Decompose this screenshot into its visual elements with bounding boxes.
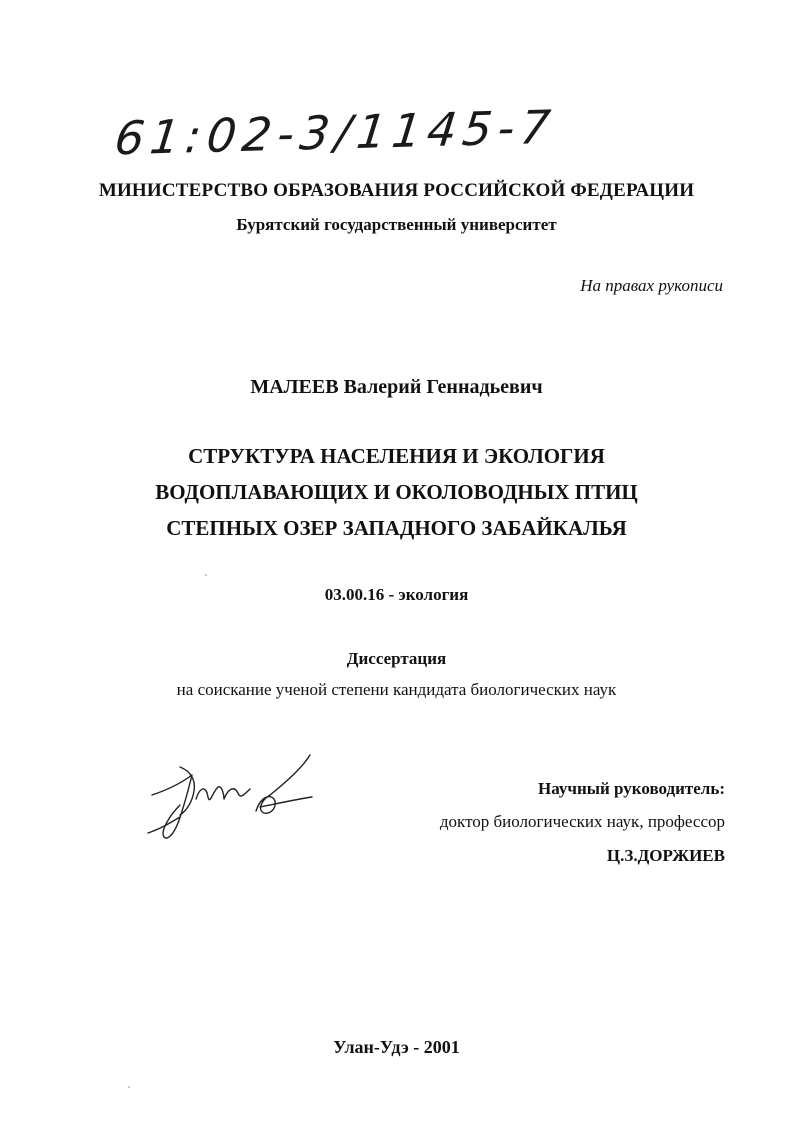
signature-image: [140, 745, 320, 855]
title-line: СТРУКТУРА НАСЕЛЕНИЯ И ЭКОЛОГИЯ: [188, 444, 605, 468]
author-name: МАЛЕЕВ Валерий Геннадьевич: [250, 376, 543, 398]
handwritten-archive-number: 61:02-3/1145-7: [111, 99, 559, 166]
scan-speck: [205, 574, 207, 576]
rights-note: На правах рукописи: [580, 276, 723, 295]
degree-statement: на соискание ученой степени кандидата биологических наук: [176, 680, 617, 699]
scan-speck: [128, 1086, 130, 1088]
university-name: Бурятский государственный университет: [236, 215, 557, 234]
document-type: Диссертация: [346, 649, 447, 668]
supervisor-label: Научный руководитель:: [538, 779, 725, 798]
title-line: СТЕПНЫХ ОЗЕР ЗАПАДНОГО ЗАБАЙКАЛЬЯ: [166, 516, 627, 540]
dissertation-title: [0, 438, 793, 546]
city-year: Улан-Удэ - 2001: [333, 1037, 460, 1057]
supervisor-position: доктор биологических наук, профессор: [439, 812, 725, 831]
ministry-heading: МИНИСТЕРСТВО ОБРАЗОВАНИЯ РОССИЙСКОЙ ФЕДЕРАЦИИ: [98, 180, 695, 201]
supervisor-name: Ц.З.ДОРЖИЕВ: [606, 846, 725, 865]
supervisor-block: [440, 775, 725, 873]
specialty-code: 03.00.16 - экология: [324, 585, 469, 604]
title-line: ВОДОПЛАВАЮЩИХ И ОКОЛОВОДНЫХ ПТИЦ: [155, 480, 638, 504]
